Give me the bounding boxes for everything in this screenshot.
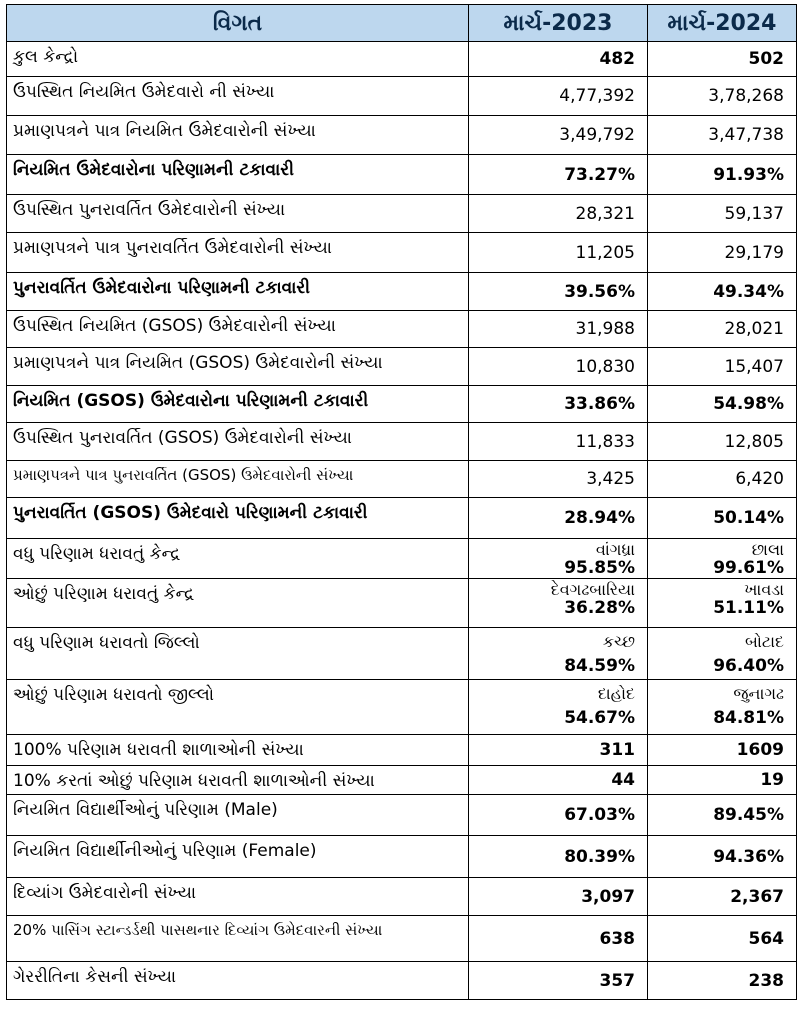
- centre-percent: 51.11%: [713, 598, 784, 618]
- centre-name: ખાવડા: [744, 580, 784, 599]
- value-2023: 33.86%: [469, 386, 648, 423]
- centre-percent: 36.28%: [564, 598, 635, 618]
- table-row: [7, 579, 797, 628]
- table-row: [7, 155, 797, 195]
- value-2024: 502: [648, 42, 797, 77]
- value-2023: [469, 539, 648, 579]
- value-2024: 91.93%: [648, 155, 797, 195]
- value-2024: 238: [648, 962, 797, 1000]
- value-2024: [648, 628, 797, 680]
- table-row: [7, 311, 797, 348]
- district-percent: 84.59%: [564, 656, 635, 676]
- value-2024: 29,179: [648, 233, 797, 273]
- table-row: [7, 423, 797, 461]
- row-label: નિયમિત વિદ્યાર્થીનીઓનું પરિણામ (Female): [7, 836, 469, 878]
- value-2024: 50.14%: [648, 498, 797, 539]
- row-label: 100% પરિણામ ધરાવતી શાળાઓની સંખ્યા: [7, 735, 469, 766]
- table-row: [7, 116, 797, 155]
- table-row: [7, 628, 797, 680]
- district-name: જુનાગઢ: [733, 684, 784, 703]
- value-2023: [469, 628, 648, 680]
- value-2023: 3,097: [469, 878, 648, 916]
- value-2024: 564: [648, 916, 797, 962]
- row-label: પુનરાવર્તિત ઉમેદવારોના પરિણામની ટકાવારી: [7, 273, 469, 311]
- table-row: [7, 795, 797, 836]
- value-2024: 49.34%: [648, 273, 797, 311]
- value-2023: 28,321: [469, 195, 648, 233]
- centre-percent: 95.85%: [564, 558, 635, 578]
- table-row: [7, 836, 797, 878]
- value-2023: 3,425: [469, 461, 648, 498]
- row-label: દિવ્યાંગ ઉમેદવારોની સંખ્યા: [7, 878, 469, 916]
- value-2023: 357: [469, 962, 648, 1000]
- value-2024: 6,420: [648, 461, 797, 498]
- value-2023: 11,205: [469, 233, 648, 273]
- value-2023: 311: [469, 735, 648, 766]
- row-label: વધુ પરિણામ ધરાવતું કેન્દ્ર: [7, 539, 469, 579]
- value-2024: 1609: [648, 735, 797, 766]
- header-row: [7, 5, 797, 42]
- row-label: વધુ પરિણામ ધરાવતો જિલ્લો: [7, 628, 469, 680]
- value-2024: [648, 579, 797, 628]
- table-row: [7, 386, 797, 423]
- table-row: [7, 273, 797, 311]
- value-2024: 28,021: [648, 311, 797, 348]
- value-2024: 15,407: [648, 348, 797, 386]
- district-name: બોટાદ: [744, 632, 784, 651]
- table-row: [7, 195, 797, 233]
- value-2023: 4,77,392: [469, 77, 648, 116]
- row-label: ઉપસ્થિત પુનરાવર્તિત ઉમેદવારોની સંખ્યા: [7, 195, 469, 233]
- table-row: [7, 233, 797, 273]
- row-label: નિયમિત (GSOS) ઉમેદવારોના પરિણામની ટકાવારી: [7, 386, 469, 423]
- row-label: પ્રમાણપત્રને પાત્ર નિયમિત ઉમેદવારોની સંખ્યા: [7, 116, 469, 155]
- row-label: ઉપસ્થિત નિયમિત ઉમેદવારો ની સંખ્યા: [7, 77, 469, 116]
- row-label: 20% પાસિંગ સ્ટાન્ડર્ડથી પાસથનાર દિવ્યાંગ ઉમેદવારની સંખ્યા: [7, 916, 469, 962]
- centre-name: છાલા: [751, 540, 784, 559]
- value-2023: 28.94%: [469, 498, 648, 539]
- value-2023: 638: [469, 916, 648, 962]
- value-2024: [648, 539, 797, 579]
- row-label: ઉપસ્થિત નિયમિત (GSOS) ઉમેદવારોની સંખ્યા: [7, 311, 469, 348]
- district-percent: 54.67%: [564, 708, 635, 728]
- value-2023: [469, 680, 648, 735]
- header-details: વિગત: [7, 5, 469, 42]
- value-2024: 3,47,738: [648, 116, 797, 155]
- table-row: [7, 461, 797, 498]
- value-2023: 11,833: [469, 423, 648, 461]
- centre-name: દેવગઢબારિયા: [550, 580, 635, 599]
- row-label: નિયમિત વિદ્યાર્થીઓનું પરિણામ (Male): [7, 795, 469, 836]
- value-2023: 3,49,792: [469, 116, 648, 155]
- value-2024: [648, 680, 797, 735]
- value-2024: 19: [648, 766, 797, 795]
- value-2024: 12,805: [648, 423, 797, 461]
- header-march-2024: માર્ચ-2024: [648, 5, 797, 42]
- row-label: પ્રમાણપત્રને પાત્ર પુનરાવર્તિત (GSOS) ઉમેદવારોની સંખ્યા: [7, 461, 469, 498]
- table-row: [7, 42, 797, 77]
- row-label: ઓછું પરિણામ ધરાવતું કેન્દ્ર: [7, 579, 469, 628]
- value-2023: 80.39%: [469, 836, 648, 878]
- district-percent: 96.40%: [713, 656, 784, 676]
- row-label: 10% કરતાં ઓછું પરિણામ ધરાવતી શાળાઓની સંખ્યા: [7, 766, 469, 795]
- table-row: [7, 539, 797, 579]
- header-march-2023: માર્ચ-2023: [469, 5, 648, 42]
- value-2023: 31,988: [469, 311, 648, 348]
- value-2023: 39.56%: [469, 273, 648, 311]
- value-2023: [469, 579, 648, 628]
- row-label: ઓછું પરિણામ ધરાવતો જીલ્લો: [7, 680, 469, 735]
- value-2024: 59,137: [648, 195, 797, 233]
- table-row: [7, 878, 797, 916]
- value-2024: 89.45%: [648, 795, 797, 836]
- centre-name: વાંગધ્રા: [595, 540, 635, 559]
- table-row: [7, 962, 797, 1000]
- value-2024: 3,78,268: [648, 77, 797, 116]
- table-row: [7, 916, 797, 962]
- row-label: નિયમિત ઉમેદવારોના પરિણામની ટકાવારી: [7, 155, 469, 195]
- row-label: ગેરરીતિના કેસની સંખ્યા: [7, 962, 469, 1000]
- results-table: [6, 4, 797, 1000]
- row-label: પ્રમાણપત્રને પાત્ર નિયમિત (GSOS) ઉમેદવારોની સંખ્યા: [7, 348, 469, 386]
- value-2023: 44: [469, 766, 648, 795]
- district-percent: 84.81%: [713, 708, 784, 728]
- row-label: કુલ કેન્દ્રો: [7, 42, 469, 77]
- row-label: પ્રમાણપત્રને પાત્ર પુનરાવર્તિત ઉમેદવારોની સંખ્યા: [7, 233, 469, 273]
- table-row: [7, 735, 797, 766]
- value-2023: 73.27%: [469, 155, 648, 195]
- value-2023: 482: [469, 42, 648, 77]
- district-name: દાહોદ: [597, 684, 635, 703]
- table-row: [7, 77, 797, 116]
- district-name: કચ્છ: [602, 632, 635, 651]
- value-2023: 67.03%: [469, 795, 648, 836]
- value-2024: 54.98%: [648, 386, 797, 423]
- row-label: પુનરાવર્તિત (GSOS) ઉમેદવારો પરિણામની ટકાવારી: [7, 498, 469, 539]
- table-row: [7, 348, 797, 386]
- table-row: [7, 680, 797, 735]
- centre-percent: 99.61%: [713, 558, 784, 578]
- table-row: [7, 766, 797, 795]
- table-row: [7, 498, 797, 539]
- value-2024: 2,367: [648, 878, 797, 916]
- value-2023: 10,830: [469, 348, 648, 386]
- value-2024: 94.36%: [648, 836, 797, 878]
- row-label: ઉપસ્થિત પુનરાવર્તિત (GSOS) ઉમેદવારોની સંખ્યા: [7, 423, 469, 461]
